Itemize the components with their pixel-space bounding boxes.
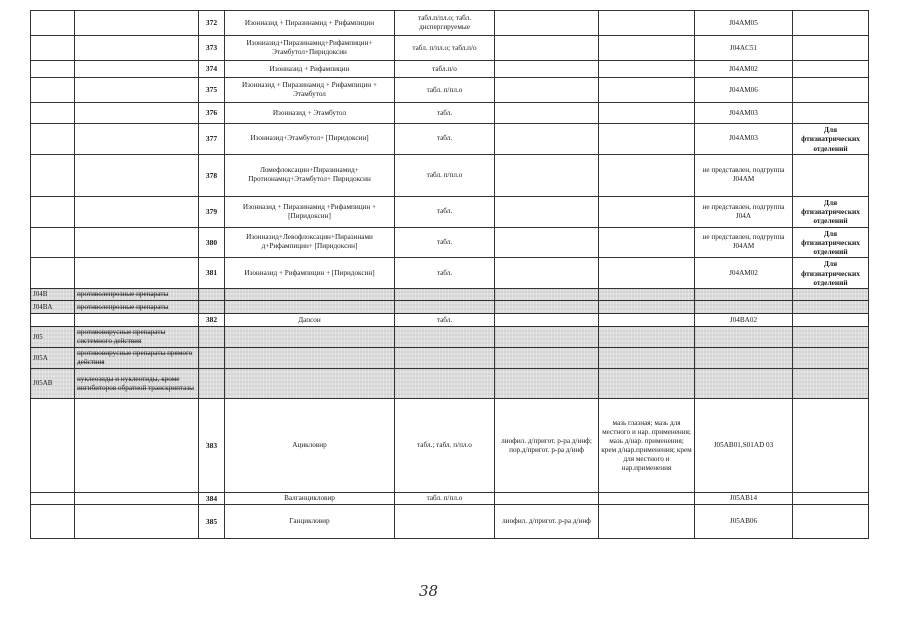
drug-name-cell: Изониазид+Пиразинамид+Рифампицин+ Этамбутол+Пиридоксин	[225, 36, 395, 61]
atc-code-cell	[31, 196, 75, 227]
dosage-form-2-cell: лиофил. д/пригот. р-ра д/инф	[495, 505, 599, 539]
dosage-form-3-cell	[599, 78, 695, 103]
empty-cell	[599, 327, 695, 348]
empty-cell	[695, 369, 793, 399]
dosage-form-cell: табл.	[395, 124, 495, 155]
dosage-form-cell: табл.	[395, 258, 495, 289]
group-row	[31, 289, 869, 301]
dosage-form-cell: табл. п/пл.о; табл.п/о	[395, 36, 495, 61]
dosage-form-cell: табл.п/о	[395, 61, 495, 78]
group-label-cell	[75, 505, 199, 539]
dosage-form-cell: табл. п/пл.о	[395, 493, 495, 505]
drug-name-cell: Изониазид + Пиразинамид + Рифампицин + Этамбутол	[225, 78, 395, 103]
table-row	[31, 36, 869, 61]
empty-cell	[395, 327, 495, 348]
drug-name-cell: Изониазид+Этамбутол+ [Пиридоксин]	[225, 124, 395, 155]
dosage-form-2-cell	[495, 61, 599, 78]
table-row	[31, 78, 869, 103]
table-row	[31, 61, 869, 78]
drug-name-cell: Изониазид + Рифампицин + [Пиридоксин]	[225, 258, 395, 289]
note-cell: Для фтизиатрических отделений	[793, 124, 869, 155]
empty-cell	[695, 327, 793, 348]
empty-cell	[199, 327, 225, 348]
drug-name-cell: Изониазид + Этамбутол	[225, 103, 395, 124]
row-number-cell: 379	[199, 196, 225, 227]
dosage-form-cell: табл. п/пл.о	[395, 78, 495, 103]
empty-cell	[495, 301, 599, 314]
note-cell: Для фтизиатрических отделений	[793, 196, 869, 227]
row-number-cell: 372	[199, 11, 225, 36]
dosage-form-cell	[395, 505, 495, 539]
dosage-form-2-cell	[495, 154, 599, 196]
empty-cell	[495, 289, 599, 301]
empty-cell	[599, 301, 695, 314]
group-label-cell	[75, 227, 199, 258]
empty-cell	[495, 327, 599, 348]
row-number-cell: 375	[199, 78, 225, 103]
atc-cell: J04AM05	[695, 11, 793, 36]
dosage-form-3-cell	[599, 314, 695, 327]
group-label-cell	[75, 154, 199, 196]
atc-code-cell	[31, 314, 75, 327]
empty-cell	[793, 369, 869, 399]
group-label-cell: противовирусные препараты системного действия	[75, 327, 199, 348]
document-sheet	[30, 10, 868, 539]
dosage-form-3-cell	[599, 61, 695, 78]
group-label-cell: противовирусные препараты прямого действия	[75, 348, 199, 369]
dosage-form-3-cell	[599, 196, 695, 227]
row-number-cell: 384	[199, 493, 225, 505]
group-label-cell	[75, 11, 199, 36]
atc-code-cell	[31, 399, 75, 493]
dosage-form-cell: табл.	[395, 227, 495, 258]
group-row	[31, 369, 869, 399]
drug-name-cell: Изониазид + Пиразинамид + Рифампицин	[225, 11, 395, 36]
dosage-form-2-cell	[495, 258, 599, 289]
row-number-cell: 374	[199, 61, 225, 78]
empty-cell	[599, 289, 695, 301]
atc-cell: J05AB14	[695, 493, 793, 505]
drug-name-cell: Валганцикловир	[225, 493, 395, 505]
table-row	[31, 505, 869, 539]
table-row	[31, 196, 869, 227]
atc-cell: J04AM06	[695, 78, 793, 103]
page-number: 38	[419, 582, 439, 600]
dosage-form-3-cell	[599, 227, 695, 258]
atc-code-cell: J04B	[31, 289, 75, 301]
atc-code-cell	[31, 103, 75, 124]
row-number-cell: 377	[199, 124, 225, 155]
dosage-form-cell: табл.	[395, 314, 495, 327]
note-cell: Для фтизиатрических отделений	[793, 258, 869, 289]
group-label-cell	[75, 61, 199, 78]
dosage-form-cell: табл.	[395, 103, 495, 124]
empty-cell	[695, 348, 793, 369]
group-label-cell	[75, 399, 199, 493]
drug-name-cell: Изониазид+Левофлоксацин+Пиразинами д+Рифампицин+ [Пиридоксин]	[225, 227, 395, 258]
dosage-form-3-cell	[599, 154, 695, 196]
atc-code-cell	[31, 61, 75, 78]
atc-code-cell	[31, 505, 75, 539]
empty-cell	[695, 289, 793, 301]
group-label-cell	[75, 258, 199, 289]
dosage-form-3-cell	[599, 493, 695, 505]
atc-code-cell	[31, 154, 75, 196]
atc-code-cell	[31, 124, 75, 155]
atc-code-cell	[31, 11, 75, 36]
empty-cell	[793, 348, 869, 369]
atc-cell: J04AM02	[695, 258, 793, 289]
dosage-form-2-cell	[495, 196, 599, 227]
dosage-form-3-cell	[599, 505, 695, 539]
dosage-form-2-cell	[495, 493, 599, 505]
drug-name-cell: Ацикловир	[225, 399, 395, 493]
dosage-form-3-cell	[599, 11, 695, 36]
note-cell	[793, 493, 869, 505]
dosage-form-2-cell	[495, 36, 599, 61]
note-cell	[793, 103, 869, 124]
dosage-form-3-cell: мазь глазная; мазь для местного и нар. применения; мазь д/нар. применения; крем д/нар.применения; крем для местного и нар.применения	[599, 399, 695, 493]
atc-code-cell: J05	[31, 327, 75, 348]
dosage-form-3-cell	[599, 124, 695, 155]
dosage-form-3-cell	[599, 36, 695, 61]
row-number-cell: 382	[199, 314, 225, 327]
atc-cell: J04BA02	[695, 314, 793, 327]
group-label-cell	[75, 36, 199, 61]
drug-name-cell: Ломефлоксацин+Пиразинамид+ Протионамид+Этамбутол+ Пиридоксин	[225, 154, 395, 196]
atc-cell: не представлен, подгруппа J04AM	[695, 227, 793, 258]
empty-cell	[199, 301, 225, 314]
note-cell	[793, 11, 869, 36]
group-label-cell	[75, 78, 199, 103]
table-row	[31, 227, 869, 258]
atc-cell: не представлен, подгруппа J04AM	[695, 154, 793, 196]
group-label-cell: нуклеозиды и нуклеотиды, кроме ингибиторов обратной транскриптазы	[75, 369, 199, 399]
table-row	[31, 493, 869, 505]
drug-name-cell: Ганцикловир	[225, 505, 395, 539]
group-row	[31, 301, 869, 314]
group-label-cell	[75, 314, 199, 327]
atc-cell: J04AM03	[695, 124, 793, 155]
empty-cell	[225, 369, 395, 399]
row-number-cell: 381	[199, 258, 225, 289]
empty-cell	[225, 289, 395, 301]
dosage-form-2-cell	[495, 314, 599, 327]
empty-cell	[695, 301, 793, 314]
table-row	[31, 399, 869, 493]
empty-cell	[225, 301, 395, 314]
note-cell	[793, 505, 869, 539]
group-label-cell	[75, 124, 199, 155]
dosage-form-2-cell	[495, 227, 599, 258]
drug-name-cell: Изониазид + Пиразинамид +Рифампицин + [Пиридоксин]	[225, 196, 395, 227]
table-row	[31, 124, 869, 155]
atc-code-cell: J05AB	[31, 369, 75, 399]
group-label-cell: противолепрозные препараты	[75, 289, 199, 301]
atc-code-cell	[31, 493, 75, 505]
dosage-form-cell: табл.	[395, 196, 495, 227]
dosage-form-3-cell	[599, 258, 695, 289]
drug-list-table	[30, 10, 869, 539]
atc-cell: J05AB06	[695, 505, 793, 539]
note-cell	[793, 78, 869, 103]
empty-cell	[199, 289, 225, 301]
dosage-form-cell: табл.; табл. п/пл.о	[395, 399, 495, 493]
group-label-cell	[75, 196, 199, 227]
empty-cell	[395, 289, 495, 301]
note-cell: Для фтизиатрических отделений	[793, 227, 869, 258]
table-row	[31, 314, 869, 327]
atc-cell: J04AM02	[695, 61, 793, 78]
table-row	[31, 258, 869, 289]
note-cell	[793, 154, 869, 196]
row-number-cell: 380	[199, 227, 225, 258]
atc-code-cell	[31, 36, 75, 61]
table-row	[31, 11, 869, 36]
row-number-cell: 376	[199, 103, 225, 124]
dosage-form-2-cell	[495, 124, 599, 155]
group-row	[31, 348, 869, 369]
table-row	[31, 103, 869, 124]
dosage-form-3-cell	[599, 103, 695, 124]
atc-cell: J05AB01,S01AD 03	[695, 399, 793, 493]
dosage-form-cell: табл.п/пл.о; табл. диспергируемые	[395, 11, 495, 36]
atc-cell: J04AC51	[695, 36, 793, 61]
empty-cell	[495, 348, 599, 369]
empty-cell	[793, 301, 869, 314]
empty-cell	[395, 348, 495, 369]
group-label-cell: противолепрозные препараты	[75, 301, 199, 314]
drug-name-cell: Дапсон	[225, 314, 395, 327]
empty-cell	[495, 369, 599, 399]
note-cell	[793, 399, 869, 493]
empty-cell	[599, 348, 695, 369]
empty-cell	[793, 289, 869, 301]
atc-code-cell	[31, 78, 75, 103]
empty-cell	[599, 369, 695, 399]
note-cell	[793, 36, 869, 61]
note-cell	[793, 61, 869, 78]
group-label-cell	[75, 103, 199, 124]
atc-code-cell	[31, 258, 75, 289]
row-number-cell: 373	[199, 36, 225, 61]
dosage-form-2-cell	[495, 103, 599, 124]
dosage-form-2-cell	[495, 78, 599, 103]
row-number-cell: 383	[199, 399, 225, 493]
empty-cell	[199, 348, 225, 369]
row-number-cell: 385	[199, 505, 225, 539]
drug-name-cell: Изониазид + Рифампицин	[225, 61, 395, 78]
atc-code-cell: J05A	[31, 348, 75, 369]
empty-cell	[199, 369, 225, 399]
atc-code-cell	[31, 227, 75, 258]
atc-cell: не представлен, подгруппа J04A	[695, 196, 793, 227]
group-label-cell	[75, 493, 199, 505]
atc-code-cell: J04BA	[31, 301, 75, 314]
empty-cell	[225, 327, 395, 348]
empty-cell	[793, 327, 869, 348]
empty-cell	[225, 348, 395, 369]
dosage-form-2-cell: лиофил. д/пригот. р-ра д/инф; пор.д/пригот. р-ра д/инф	[495, 399, 599, 493]
row-number-cell: 378	[199, 154, 225, 196]
table-row	[31, 154, 869, 196]
group-row	[31, 327, 869, 348]
empty-cell	[395, 301, 495, 314]
dosage-form-cell: табл. п/пл.о	[395, 154, 495, 196]
note-cell	[793, 314, 869, 327]
empty-cell	[395, 369, 495, 399]
atc-cell: J04AM03	[695, 103, 793, 124]
dosage-form-2-cell	[495, 11, 599, 36]
